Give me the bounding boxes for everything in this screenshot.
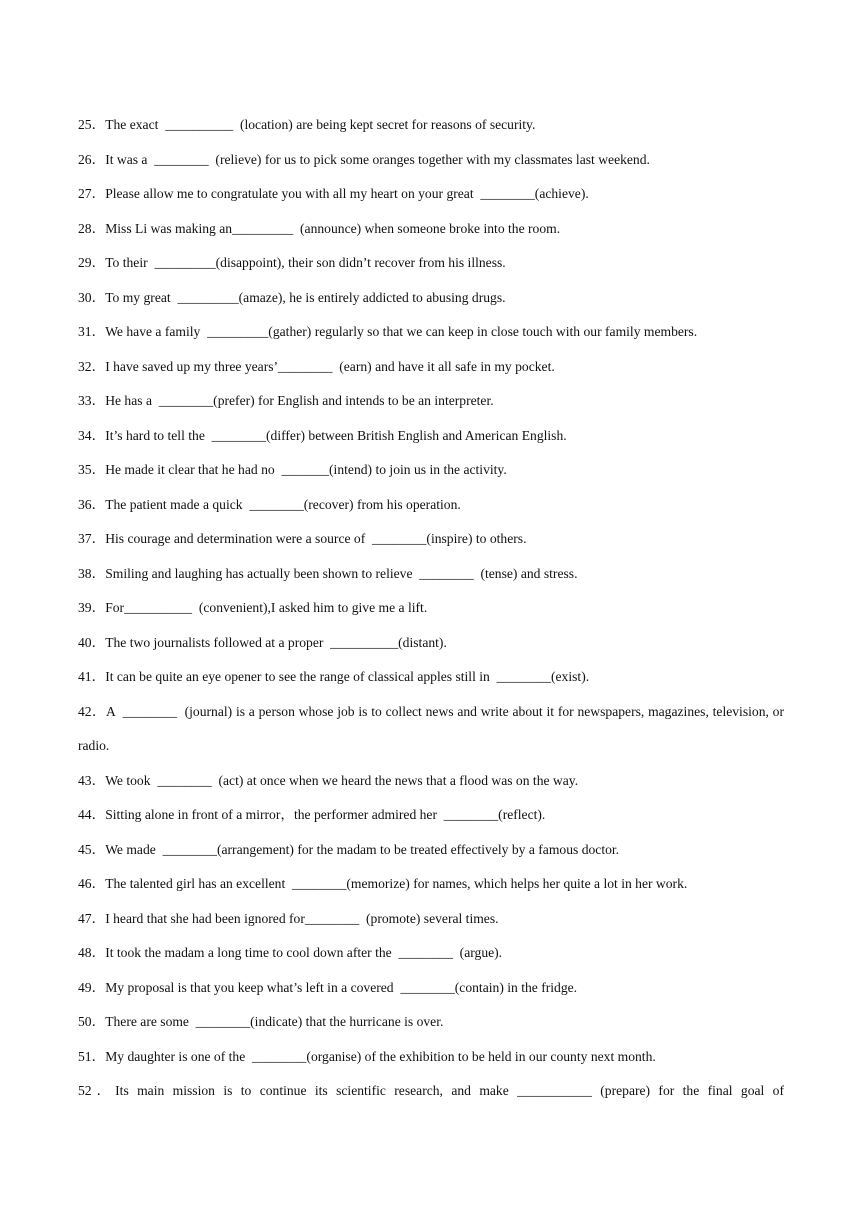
question-text: There are some ________(indicate) that the hurricane is over. <box>105 1014 444 1029</box>
question-number: 40． <box>78 634 106 650</box>
question-number: 25． <box>78 117 106 132</box>
question-list <box>78 108 788 1109</box>
question-number: 27． <box>78 186 106 201</box>
question-item <box>78 488 784 523</box>
question-item <box>78 419 784 454</box>
question-number: 50． <box>78 1014 106 1029</box>
question-item <box>78 936 784 971</box>
question-item <box>78 971 784 1006</box>
question-number: 47． <box>78 910 106 926</box>
question-number: 43． <box>78 772 106 788</box>
question-item <box>78 1005 784 1040</box>
question-number: 39． <box>78 600 106 615</box>
question-item <box>78 902 784 937</box>
question-item <box>78 557 784 592</box>
question-text: We took ________ (act) at once when we heard the news that a flood was on the way. <box>105 772 579 788</box>
question-text: Its main mission is to continue its scientific research, and make ___________ (prepare) for the final goal of <box>115 1083 785 1098</box>
question-number: 33． <box>78 393 106 408</box>
question-number: 29． <box>78 255 106 270</box>
question-number: 35． <box>78 462 106 477</box>
question-text: The talented girl has an excellent ________(memorize) for names, which helps her quite a lot in her work. <box>105 876 688 891</box>
question-number: 45． <box>78 841 106 857</box>
question-text: To their _________(disappoint), their son didn’t recover from his illness. <box>105 255 506 270</box>
question-text: My proposal is that you keep what’s left in a covered ________(contain) in the fridge. <box>105 979 578 995</box>
question-item <box>78 212 784 247</box>
question-text: It was a ________ (relieve) for us to pick some oranges together with my classmates last weekend. <box>105 151 650 167</box>
question-item <box>78 1040 784 1075</box>
question-item <box>78 453 784 488</box>
question-item <box>78 522 784 557</box>
question-text: We have a family _________(gather) regularly so that we can keep in close touch with our family members. <box>105 324 698 339</box>
question-text: He has a ________(prefer) for English and intends to be an interpreter. <box>105 393 494 408</box>
question-number: 42． <box>78 703 106 719</box>
question-item <box>78 384 784 419</box>
question-item <box>78 626 784 661</box>
question-number: 31． <box>78 324 106 339</box>
question-text: He made it clear that he had no _______(intend) to join us in the activity. <box>105 462 507 477</box>
question-text: The exact __________ (location) are being kept secret for reasons of security. <box>105 117 536 132</box>
question-item <box>78 867 784 902</box>
question-item <box>78 764 784 799</box>
question-item <box>78 246 784 281</box>
question-item <box>78 143 784 178</box>
question-number: 36． <box>78 496 106 512</box>
question-item <box>78 695 788 764</box>
question-text: Miss Li was making an_________ (announce) when someone broke into the room. <box>105 220 561 236</box>
question-item <box>78 281 784 316</box>
question-item <box>78 591 784 626</box>
question-number: 32． <box>78 358 106 374</box>
question-text: For__________ (convenient),I asked him to give me a lift. <box>105 600 428 615</box>
question-item <box>78 177 784 212</box>
question-text: The two journalists followed at a proper __________(distant). <box>105 634 447 650</box>
question-number: 52． <box>78 1083 116 1098</box>
question-item <box>78 350 784 385</box>
question-number: 28． <box>78 220 106 236</box>
question-number: 34． <box>78 427 106 443</box>
question-number: 49． <box>78 979 106 995</box>
question-number: 37． <box>78 531 106 546</box>
question-item <box>78 1074 784 1109</box>
question-text: The patient made a quick ________(recover) from his operation. <box>105 496 461 512</box>
question-text: I heard that she had been ignored for________ (promote) several times. <box>105 910 499 926</box>
question-number: 38． <box>78 565 106 581</box>
question-text: It took the madam a long time to cool down after the ________ (argue). <box>105 945 503 960</box>
question-number: 46． <box>78 876 106 891</box>
question-item <box>78 108 784 143</box>
question-number: 41． <box>78 669 106 684</box>
question-text: It can be quite an eye opener to see the range of classical apples still in ________(exist). <box>105 669 590 684</box>
question-item <box>78 798 784 833</box>
question-item <box>78 833 784 868</box>
question-text: My daughter is one of the ________(organise) of the exhibition to be held in our county next month. <box>105 1048 656 1064</box>
question-text: To my great _________(amaze), he is entirely addicted to abusing drugs. <box>105 289 506 305</box>
question-number: 26． <box>78 151 106 167</box>
question-number: 44． <box>78 807 106 822</box>
question-item <box>78 315 784 350</box>
question-text: It’s hard to tell the ________(differ) between British English and American English. <box>105 427 567 443</box>
question-number: 48． <box>78 945 106 960</box>
question-item <box>78 660 784 695</box>
question-text: A ________ (journal) is a person whose job is to collect news and write about it for newspapers, magazines, television, or radio. <box>78 703 788 753</box>
question-number: 51． <box>78 1048 106 1064</box>
question-text: I have saved up my three years’________ (earn) and have it all safe in my pocket. <box>105 358 555 374</box>
question-text: Smiling and laughing has actually been shown to relieve ________ (tense) and stress. <box>105 565 578 581</box>
question-text: We made ________(arrangement) for the madam to be treated effectively by a famous doctor. <box>105 841 620 857</box>
question-text: Please allow me to congratulate you with all my heart on your great ________(achieve). <box>105 186 589 201</box>
question-number: 30． <box>78 289 106 305</box>
question-text: Sitting alone in front of a mirror，the performer admired her ________(reflect). <box>105 807 546 822</box>
question-text: His courage and determination were a source of ________(inspire) to others. <box>105 531 527 546</box>
